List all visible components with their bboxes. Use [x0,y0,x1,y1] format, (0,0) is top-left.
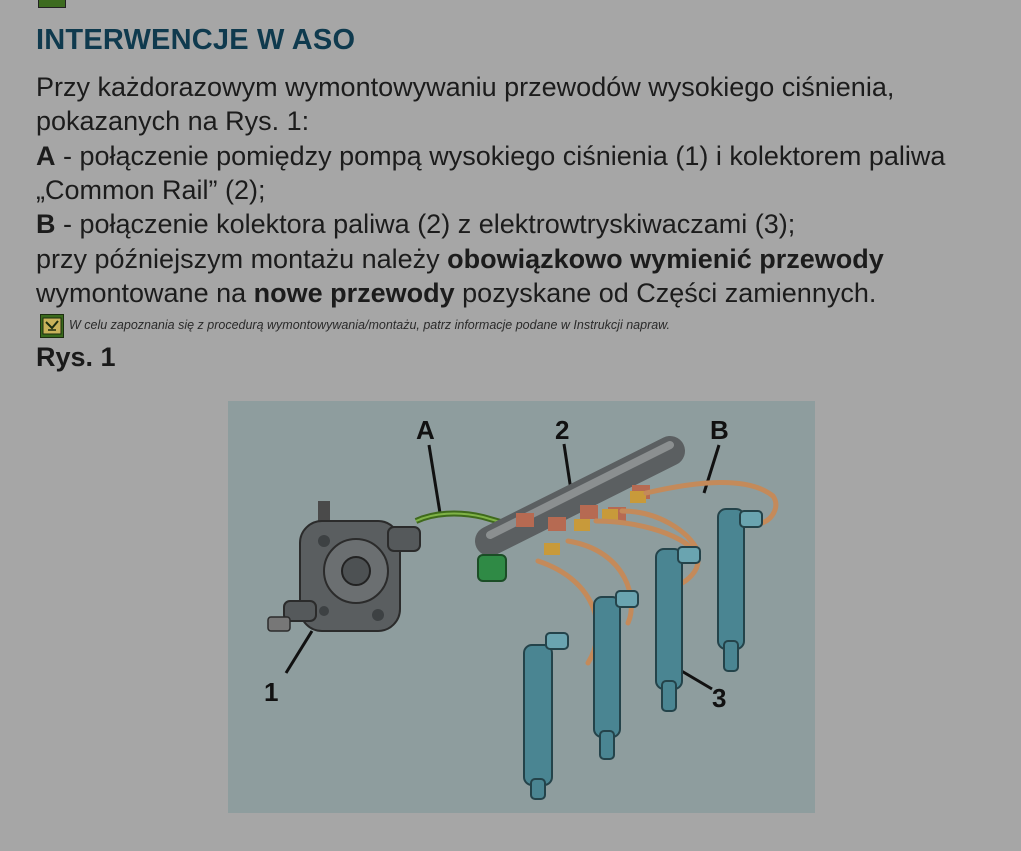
instruction-paragraph [36,242,884,310]
item-a-letter: A [36,141,56,171]
item-b-letter: B [36,209,56,239]
label-a: A [416,415,435,445]
instruction-text-2: wymontowane na [36,278,254,308]
high-pressure-pump [268,501,420,631]
item-b-text: - połączenie kolektora paliwa (2) z elektrowtryskiwaczami (3); [55,209,796,239]
intro-line-1: Przy każdorazowym wymontowywaniu przewodów wysokiego ciśnienia, [36,72,895,102]
top-note-icon [38,0,66,8]
item-a-paragraph [36,139,945,207]
page-title: INTERWENCJE W ASO [36,24,356,56]
label-b: B [710,415,729,445]
fuel-system-illustration [228,401,815,813]
item-a-text: - połączenie pomiędzy pompą wysokiego ciśnienia (1) i kolektorem paliwa [55,141,946,171]
instruction-text-1: przy późniejszym montażu należy [36,244,448,274]
label-1: 1 [264,677,279,707]
instruction-bold-2: nowe przewody [253,278,455,308]
intro-paragraph [36,70,894,138]
instruction-bold-1: obowiązkowo wymienić przewody [447,244,884,274]
label-3: 3 [712,683,727,713]
instruction-text-3: pozyskane od Części zamiennych. [454,278,877,308]
manual-reference-note: W celu zapoznania się z procedurą wymontowywania/montażu, patrz informacje podane w Instrukcji napraw. [69,318,670,332]
label-2: 2 [555,415,570,445]
item-a-text-2: „Common Rail” (2); [36,175,266,205]
manual-icon [40,314,64,338]
item-b-paragraph [36,207,795,241]
figure-caption: Rys. 1 [36,342,116,372]
intro-line-2: pokazanych na Rys. 1: [36,106,310,136]
